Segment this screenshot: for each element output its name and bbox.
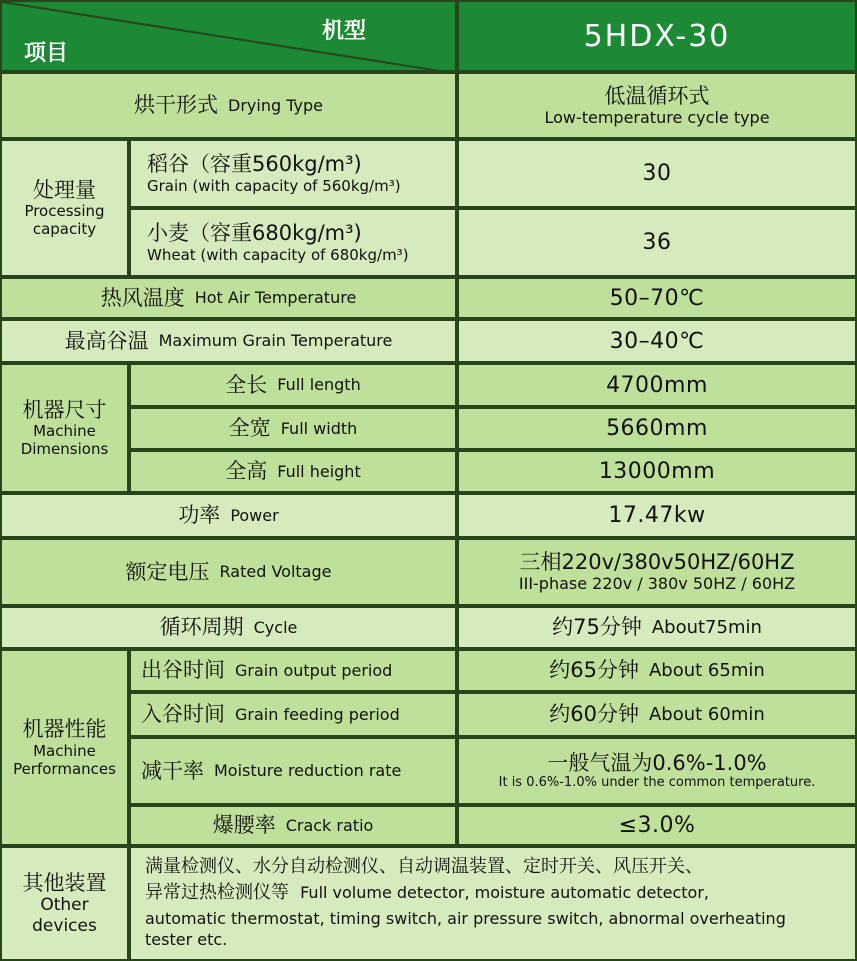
header-model-value: 5HDX-30 [583,18,731,54]
capacity-paddy-label-cell [129,139,457,208]
output-value-cell [457,649,857,692]
hot-air-value: 50–70℃ [609,285,705,311]
output-cn: 出谷时间 [141,658,225,683]
power-value-cell [457,493,857,538]
moisture-value-cell [457,737,857,805]
feeding-value-en: About 60min [648,703,765,725]
capacity-paddy-value-cell [457,139,857,208]
power-en: Power [230,505,279,525]
moisture-label-cell [129,737,457,805]
max-grain-cn: 最高谷温 [64,328,149,353]
max-grain-value: 30–40℃ [609,328,705,354]
crack-cn: 爆腰率 [212,813,276,838]
output-value-en: About 65min [648,659,765,681]
header-model-label: 机型 [322,19,367,44]
performance-en-2: Performances [13,759,116,778]
header-item-model-cell [0,0,457,72]
width-label-cell [129,407,457,450]
performance-en-1: Machine [33,741,96,760]
height-value: 13000mm [598,459,716,484]
capacity-wheat-label-cell [129,208,457,277]
paddy-value: 30 [642,161,672,186]
power-cn: 功率 [178,503,221,528]
other-line-3: automatic thermostat, timing switch, air pressure switch, abnormal overheating [145,909,786,928]
cycle-value-cell [457,606,857,649]
drying-type-en: Drying Type [228,95,323,115]
header-model-value-cell [457,0,857,72]
width-value-cell [457,407,857,450]
width-value: 5660mm [606,416,708,441]
crack-label-cell [129,805,457,846]
width-en: Full width [280,418,358,438]
drying-type-cn: 烘干形式 [134,93,219,118]
crack-value: ≤3.0% [618,813,696,838]
moisture-en: Moisture reduction rate [214,761,402,781]
max-grain-label-cell [0,319,457,363]
capacity-group-cell [0,139,129,277]
moisture-cn: 减干率 [141,758,204,783]
moisture-value-cn: 一般气温为0.6%-1.0% [547,751,767,776]
height-value-cell [457,450,857,493]
other-detail-cell [129,846,857,961]
length-cn: 全长 [225,372,268,397]
voltage-value-cn: 三相220v/380v50HZ/60HZ [519,550,795,575]
dimensions-group-cell [0,363,129,493]
voltage-label-cell [0,538,457,606]
wheat-cn: 小麦（容重680kg/m³) [147,221,362,246]
performance-group-cell [0,649,129,846]
capacity-cn: 处理量 [33,177,96,202]
output-value-cn: 约65分钟 [549,658,639,683]
feeding-value-cell [457,692,857,737]
height-label-cell [129,450,457,493]
hot-air-en: Hot Air Temperature [194,288,357,308]
max-grain-en: Maximum Grain Temperature [158,331,393,351]
voltage-value-cell [457,538,857,606]
header-item-label: 项目 [24,41,69,66]
height-cn: 全高 [225,459,268,484]
other-group-cell [0,846,129,961]
hot-air-label-cell [0,277,457,319]
paddy-cn: 稻谷（容重560kg/m³) [147,152,362,177]
cycle-cn: 循环周期 [159,615,244,640]
output-en: Grain output period [235,660,393,680]
moisture-value-en: It is 0.6%-1.0% under the common temperature. [498,775,816,791]
voltage-en: Rated Voltage [219,562,332,582]
dimensions-cn: 机器尺寸 [22,397,107,422]
cycle-label-cell [0,606,457,649]
dimensions-en-1: Machine [33,422,96,441]
feeding-value-cn: 约60分钟 [549,702,639,727]
cycle-value-cn: 约75分钟 [552,615,642,640]
drying-type-label-cell [0,72,457,139]
max-grain-value-cell [457,319,857,363]
other-line-2-en: Full volume detector, moisture automatic detector, [300,883,709,902]
feeding-cn: 入谷时间 [141,702,225,727]
wheat-value: 36 [642,230,672,255]
cycle-value-en: About75min [651,616,762,638]
length-value-cell [457,363,857,407]
voltage-value-en: III-phase 220v / 380v 50HZ / 60HZ [518,574,796,594]
length-value: 4700mm [606,372,708,398]
output-label-cell [129,649,457,692]
feeding-en: Grain feeding period [235,704,400,724]
power-label-cell [0,493,457,538]
wheat-en: Wheat (with capacity of 680kg/m³) [147,245,409,264]
power-value: 17.47kw [608,503,706,528]
hot-air-cn: 热风温度 [100,285,185,310]
voltage-cn: 额定电压 [125,559,210,584]
length-en: Full length [277,375,361,395]
capacity-wheat-value-cell [457,208,857,277]
other-cn: 其他装置 [22,871,107,896]
crack-en: Crack ratio [285,815,374,835]
other-line-2 [145,880,709,906]
cycle-en: Cycle [253,617,298,637]
hot-air-value-cell [457,277,857,319]
width-cn: 全宽 [228,416,271,441]
capacity-en-2: capacity [32,220,97,239]
other-line-4: tester etc. [145,930,228,949]
dimensions-en-2: Dimensions [20,440,109,459]
other-line-1: 满量检测仪、水分自动检测仪、自动调温装置、定时开关、风压开关、 [145,856,703,877]
capacity-en-1: Processing [24,202,105,221]
length-label-cell [129,363,457,407]
other-line-2-cn: 异常过热检测仪等 [145,882,289,903]
performance-cn: 机器性能 [22,717,107,742]
other-en-2: devices [32,915,97,936]
paddy-en: Grain (with capacity of 560kg/m³) [147,176,401,195]
drying-type-value-cn: 低温循环式 [604,83,710,108]
crack-value-cell [457,805,857,846]
drying-type-value-en: Low-temperature cycle type [544,107,770,127]
diagonal-divider [2,2,457,72]
other-en-1: Other [40,895,89,916]
height-en: Full height [277,461,361,481]
drying-type-value-cell [457,72,857,139]
feeding-label-cell [129,692,457,737]
